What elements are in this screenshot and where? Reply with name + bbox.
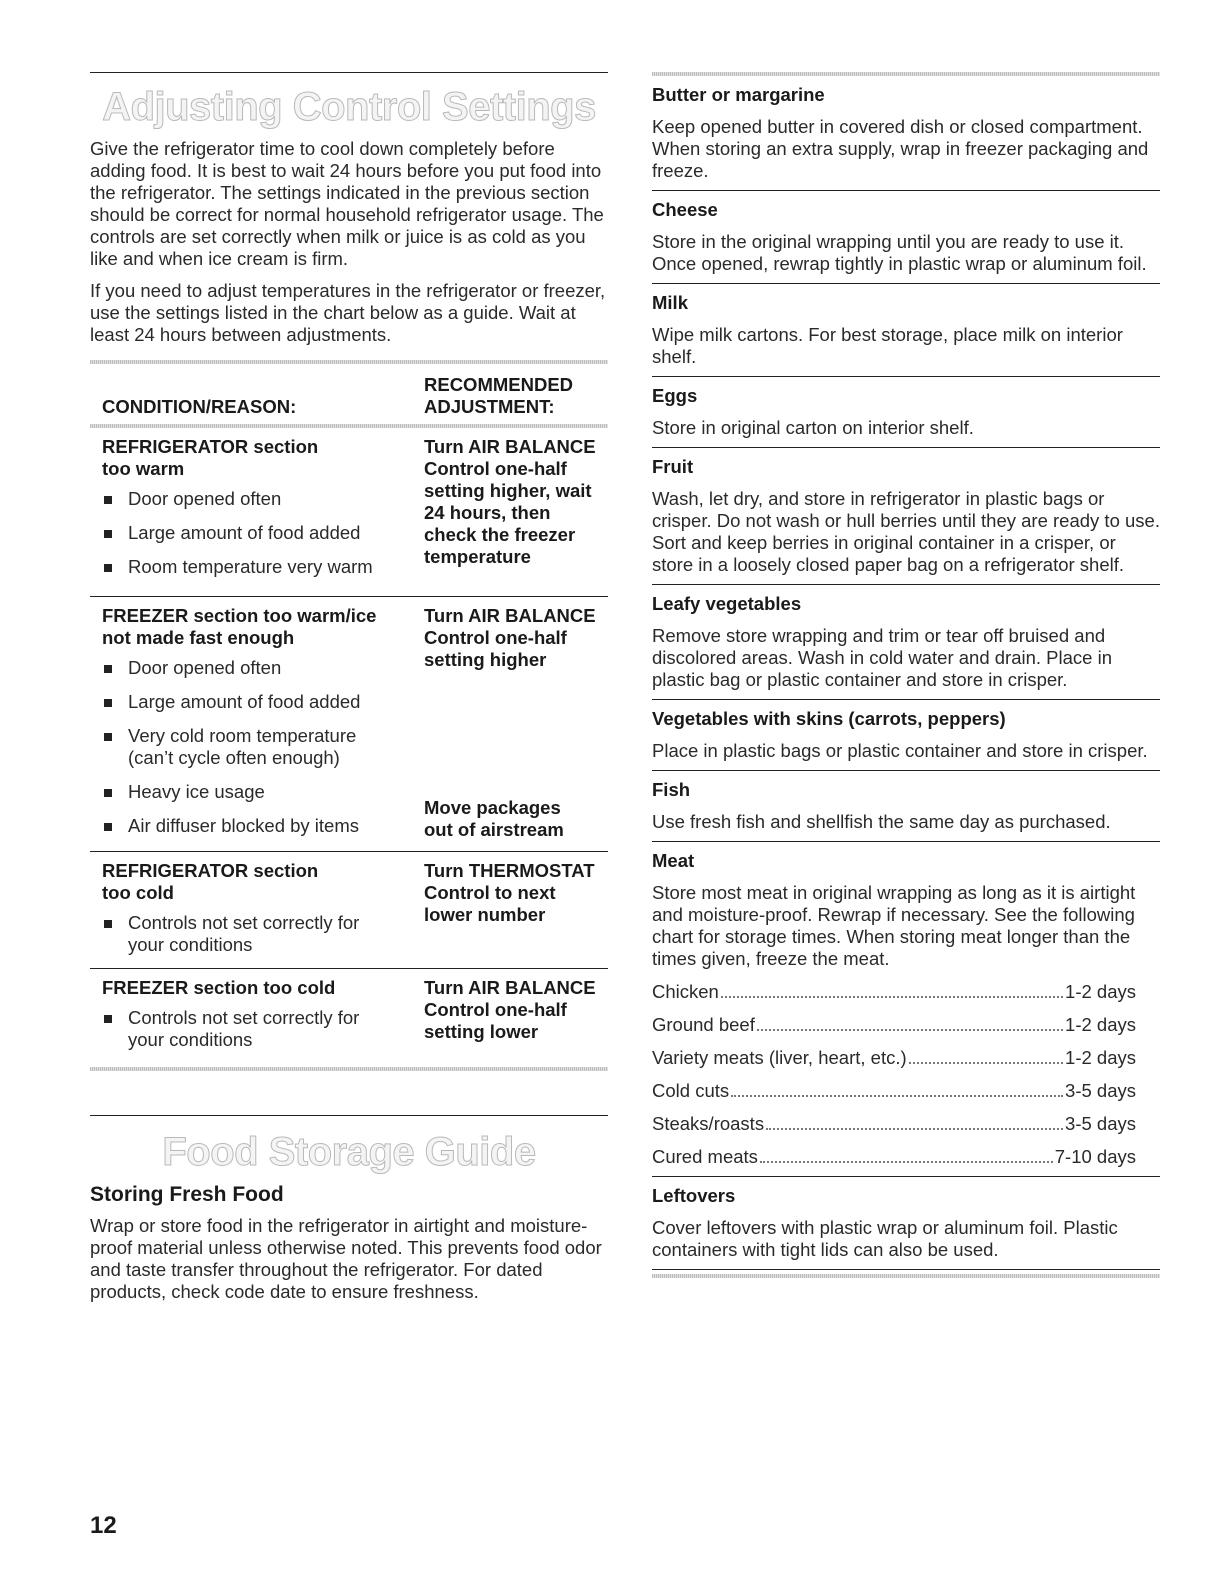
bullet-icon xyxy=(104,823,112,831)
food-item-text: Store in the original wrapping until you are ready to use it. Once opened, rewrap tightly in plastic wrap or aluminum foil. xyxy=(652,231,1147,274)
food-storage-title: Food Storage Guide xyxy=(162,1130,536,1174)
right-column xyxy=(652,72,1160,1278)
food-item xyxy=(652,1177,1160,1270)
header-adjustment: RECOMMENDED ADJUSTMENT: xyxy=(424,374,574,417)
food-item-text: Wipe milk cartons. For best storage, place milk on interior shelf. xyxy=(652,324,1123,367)
table-header xyxy=(90,364,608,424)
food-item-text: Remove store wrapping and trim or tear off bruised and discolored areas. Wash in cold water and drain. Place in plastic bag or plastic container and store in crisper. xyxy=(652,625,1112,690)
food-item xyxy=(652,771,1160,842)
meat-row: Variety meats (liver, heart, etc.) 1-2 days xyxy=(652,1047,1136,1068)
food-item xyxy=(652,191,1160,284)
condition-title: FREEZER section too warm/ice not made fast enough xyxy=(102,605,377,648)
food-item-text: Use fresh fish and shellfish the same day as purchased. xyxy=(652,811,1111,832)
list-item: Large amount of food added xyxy=(102,691,424,713)
bullet-icon xyxy=(104,665,112,673)
food-item-title: Fish xyxy=(652,779,691,800)
food-item xyxy=(652,76,1160,191)
list-item: Door opened often xyxy=(102,488,424,510)
food-item-text: Wash, let dry, and store in refrigerator in plastic bags or crisper. Do not wash or hull berries until they are ready to use. Sort and keep berries in original container in a crisper, or store in a loosely closed paper bag on a refrigerator shelf. xyxy=(652,488,1160,575)
food-item xyxy=(652,700,1160,771)
food-item-title: Leftovers xyxy=(652,1185,736,1206)
food-item-title: Butter or margarine xyxy=(652,84,825,105)
bullet-icon xyxy=(104,699,112,707)
food-item-text: Keep opened butter in covered dish or closed compartment. When storing an extra supply, wrap in freezer packaging and freeze. xyxy=(652,116,1149,181)
page-number: 12 xyxy=(90,1512,117,1539)
food-item-title: Vegetables with skins (carrots, peppers) xyxy=(652,708,1006,729)
section-rule xyxy=(90,1115,608,1116)
food-item xyxy=(652,585,1160,700)
adjustment-text: Turn AIR BALANCE Control one-half setting lower xyxy=(424,977,596,1042)
list-item: Air diffuser blocked by items xyxy=(102,815,424,837)
food-item-text: Store in original carton on interior shelf. xyxy=(652,417,974,438)
food-item-title: Cheese xyxy=(652,199,718,220)
food-item xyxy=(652,284,1160,377)
left-column xyxy=(90,72,608,1303)
list-item: Very cold room temperature (can’t cycle often enough) xyxy=(102,725,424,769)
header-condition: CONDITION/REASON: xyxy=(102,396,297,417)
meat-storage-chart xyxy=(652,981,1160,1168)
food-item-title: Leafy vegetables xyxy=(652,593,802,614)
condition-title: FREEZER section too cold xyxy=(102,977,336,998)
adjustment-text: Turn AIR BALANCE Control one-half setting higher, wait 24 hours, then check the freezer temperature xyxy=(424,436,596,567)
meat-row: Cured meats 7-10 days xyxy=(652,1146,1136,1167)
food-item-text: Store most meat in original wrapping as long as it is airtight and moisture-proof. Rewrap if necessary. See the following chart for storage times. When storing meat longer than the times given, freeze the meat. xyxy=(652,882,1136,969)
food-item xyxy=(652,377,1160,448)
food-item-text: Cover leftovers with plastic wrap or aluminum foil. Plastic containers with tight lids can also be used. xyxy=(652,1217,1118,1260)
bullet-icon xyxy=(104,920,112,928)
adjusting-paragraph: If you need to adjust temperatures in the refrigerator or freezer, use the settings listed in the chart below as a guide. Wait at least 24 hours between adjustments. xyxy=(90,280,606,345)
adjustment-text: Move packages out of airstream xyxy=(424,797,564,840)
food-item xyxy=(652,842,1160,1177)
list-item: Controls not set correctly for your conditions xyxy=(102,1007,424,1051)
table-row xyxy=(90,969,608,1063)
column-bottom-rule xyxy=(652,1274,1160,1278)
section-rule xyxy=(90,72,608,73)
adjustment-text: Turn AIR BALANCE Control one-half setting higher xyxy=(424,605,596,670)
adjusting-title: Adjusting Control Settings xyxy=(102,85,596,129)
food-item xyxy=(652,448,1160,585)
meat-row: Ground beef 1-2 days xyxy=(652,1014,1136,1035)
food-item-title: Meat xyxy=(652,850,695,871)
bullet-icon xyxy=(104,733,112,741)
table-row xyxy=(90,852,608,968)
table-row xyxy=(90,428,608,596)
food-item-title: Eggs xyxy=(652,385,698,406)
bullet-icon xyxy=(104,564,112,572)
food-item-title: Milk xyxy=(652,292,688,313)
list-item: Controls not set correctly for your conditions xyxy=(102,912,424,956)
bullet-icon xyxy=(104,496,112,504)
food-item-text: Place in plastic bags or plastic container and store in crisper. xyxy=(652,740,1148,761)
food-item-title: Fruit xyxy=(652,456,694,477)
list-item: Large amount of food added xyxy=(102,522,424,544)
list-item: Room temperature very warm xyxy=(102,556,424,578)
list-item: Door opened often xyxy=(102,657,424,679)
bullet-icon xyxy=(104,530,112,538)
food-storage-subtitle: Storing Fresh Food xyxy=(90,1183,284,1206)
condition-title: REFRIGERATOR section too warm xyxy=(102,436,319,479)
meat-row: Steaks/roasts 3-5 days xyxy=(652,1113,1136,1134)
adjusting-paragraph: Give the refrigerator time to cool down completely before adding food. It is best to wait 24 hours before you put food into the refrigerator. The settings indicated in the previous section should be correct for normal household refrigerator usage. The controls are set correctly when milk or juice is as cold as you like and when ice cream is firm. xyxy=(90,138,604,269)
bullet-icon xyxy=(104,789,112,797)
bullet-icon xyxy=(104,1015,112,1023)
list-item: Heavy ice usage xyxy=(102,781,424,803)
meat-row: Cold cuts 3-5 days xyxy=(652,1080,1136,1101)
adjustment-text: Turn THERMOSTAT Control to next lower number xyxy=(424,860,595,925)
meat-row: Chicken 1-2 days xyxy=(652,981,1136,1002)
food-storage-paragraph: Wrap or store food in the refrigerator in airtight and moisture-proof material unless otherwise noted. This prevents food odor and taste transfer throughout the refrigerator. For dated products, check code date to ensure freshness. xyxy=(90,1215,602,1302)
table-row xyxy=(90,597,608,847)
table-bottom-rule xyxy=(90,1067,608,1071)
condition-title: REFRIGERATOR section too cold xyxy=(102,860,319,903)
